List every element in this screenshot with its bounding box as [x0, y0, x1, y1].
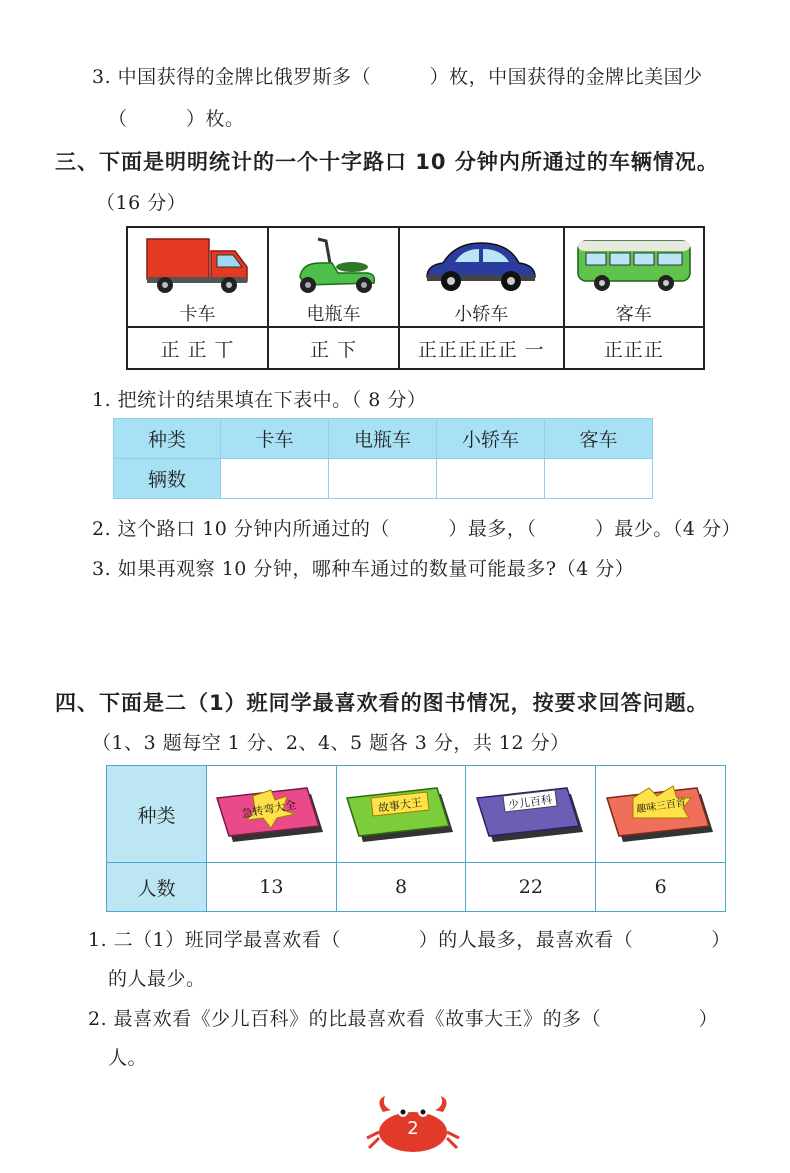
count-answer-truck[interactable] [221, 459, 329, 499]
count-table-row-header-type: 种类 [114, 419, 221, 459]
section-4-question-1-line1: 1. 二（1）班同学最喜欢看（ ）的人最多，最喜欢看（ ） [88, 929, 731, 951]
vehicle-image-cell [564, 227, 704, 300]
count-answer-bus[interactable] [544, 459, 652, 499]
page-number-badge [365, 1092, 461, 1156]
count-answer-scooter[interactable] [329, 459, 437, 499]
book-count: 22 [466, 863, 596, 912]
book-cover-title: 故事大王 [377, 795, 423, 815]
prev-question-3-line2: （ ）枚。 [108, 108, 245, 130]
section-3-question-2: 2. 这个路口 10 分钟内所通过的（ ）最多，（ ）最少。（4 分） [92, 518, 742, 540]
scooter-icon [286, 233, 382, 295]
count-table-row-header-count: 辆数 [114, 459, 221, 499]
section-3-question-3: 3. 如果再观察 10 分钟，哪种车通过的数量可能最多?（4 分） [92, 558, 635, 580]
book-count: 13 [206, 863, 336, 912]
book-cell [596, 766, 726, 863]
book-cover-title: 趣味三百首 [635, 797, 687, 816]
vehicle-name-bus: 客车 [564, 300, 704, 327]
book-cover-title: 急转弯大全 [241, 798, 298, 821]
tally-bus: 正正正 [564, 327, 704, 369]
car-icon [421, 233, 541, 295]
vehicle-tally-table [126, 226, 705, 370]
section-4-question-1-line2: 的人最少。 [108, 968, 206, 990]
book-cover-title: 少儿百科 [507, 792, 553, 812]
section-4-question-2-line2: 人。 [108, 1047, 148, 1069]
book-table-row-header-count: 人数 [107, 863, 207, 912]
page-number: 2 [407, 1118, 419, 1139]
tally-scooter: 正 下 [268, 327, 399, 369]
prev-question-3-line1: 3. 中国获得的金牌比俄罗斯多（ ）枚，中国获得的金牌比美国少 [92, 66, 703, 88]
book-count: 8 [336, 863, 466, 912]
book-preference-table [106, 765, 726, 912]
count-answer-car[interactable] [436, 459, 544, 499]
vehicle-image-cell [399, 227, 564, 300]
count-table-col-bus: 客车 [544, 419, 652, 459]
section-4-title: 四、下面是二（1）班同学最喜欢看的图书情况，按要求回答问题。 [55, 691, 709, 715]
vehicle-name-truck: 卡车 [127, 300, 268, 327]
book-cell [336, 766, 466, 863]
book-table-row-header-type: 种类 [107, 766, 207, 863]
count-table-col-truck: 卡车 [221, 419, 329, 459]
book-count: 6 [596, 863, 726, 912]
book-cell [466, 766, 596, 863]
book-icon [343, 774, 459, 854]
section-3-title: 三、下面是明明统计的一个十字路口 10 分钟内所通过的车辆情况。 [55, 150, 719, 174]
section-4-question-2-line1: 2. 最喜欢看《少儿百科》的比最喜欢看《故事大王》的多（ ） [88, 1008, 719, 1030]
vehicle-name-scooter: 电瓶车 [268, 300, 399, 327]
vehicle-count-table [113, 418, 653, 499]
vehicle-image-cell [268, 227, 399, 300]
count-table-col-scooter: 电瓶车 [329, 419, 437, 459]
book-cell [206, 766, 336, 863]
count-table-col-car: 小轿车 [436, 419, 544, 459]
tally-truck: 正 正 丅 [127, 327, 268, 369]
book-icon [213, 774, 329, 854]
vehicle-name-car: 小轿车 [399, 300, 564, 327]
book-icon [603, 774, 719, 854]
section-4-points: （1、3 题每空 1 分、2、4、5 题各 3 分，共 12 分） [92, 732, 570, 754]
section-3-question-1: 1. 把统计的结果填在下表中。（ 8 分） [92, 389, 427, 411]
truck-icon [143, 233, 253, 295]
section-3-points: （16 分） [96, 192, 187, 214]
book-icon [473, 774, 589, 854]
bus-icon [574, 233, 694, 295]
vehicle-image-cell [127, 227, 268, 300]
tally-car: 正正正正正 一 [399, 327, 564, 369]
